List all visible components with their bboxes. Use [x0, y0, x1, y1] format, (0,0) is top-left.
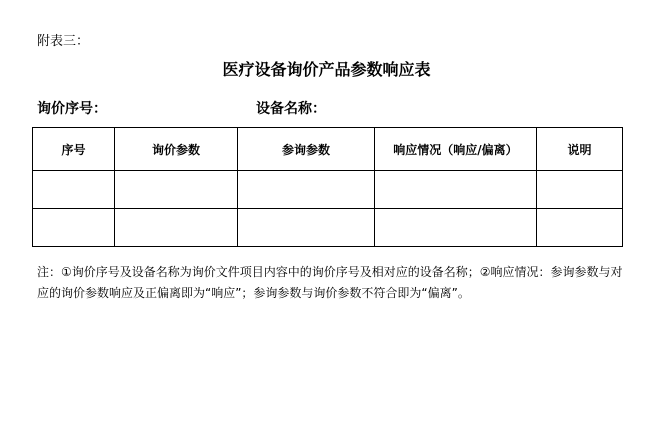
table-cell: [238, 171, 375, 209]
table-cell: [33, 171, 115, 209]
page-title: 医疗设备询价产品参数响应表: [222, 60, 431, 79]
table-row: [33, 209, 623, 247]
header-serial-number: 序号: [33, 128, 115, 171]
header-remarks: 说明: [537, 128, 623, 171]
table-cell: [375, 209, 537, 247]
table-row: [33, 171, 623, 209]
response-table: [32, 127, 623, 247]
header-response-status: 响应情况（响应/偏离）: [375, 128, 537, 171]
header-offered-parameters: 参询参数: [238, 128, 375, 171]
table-cell: [115, 171, 238, 209]
table-cell: [537, 171, 623, 209]
table-cell: [537, 209, 623, 247]
table-header-row: [33, 128, 623, 171]
device-name-label: 设备名称：: [256, 101, 326, 117]
appendix-label: 附表三：: [37, 34, 90, 49]
footnote: 注：①询价序号及设备名称为询价文件项目内容中的询价序号及相对应的设备名称；②响应情况：参询参数与对应的询价参数响应及正偏离即为“响应”；参询参数与询价参数不符合即为“偏离”。: [37, 265, 623, 300]
inquiry-number-label: 询价序号：: [37, 101, 107, 117]
table-cell: [33, 209, 115, 247]
table-cell: [115, 209, 238, 247]
header-inquiry-parameters: 询价参数: [115, 128, 238, 171]
table-cell: [375, 171, 537, 209]
table-cell: [238, 209, 375, 247]
